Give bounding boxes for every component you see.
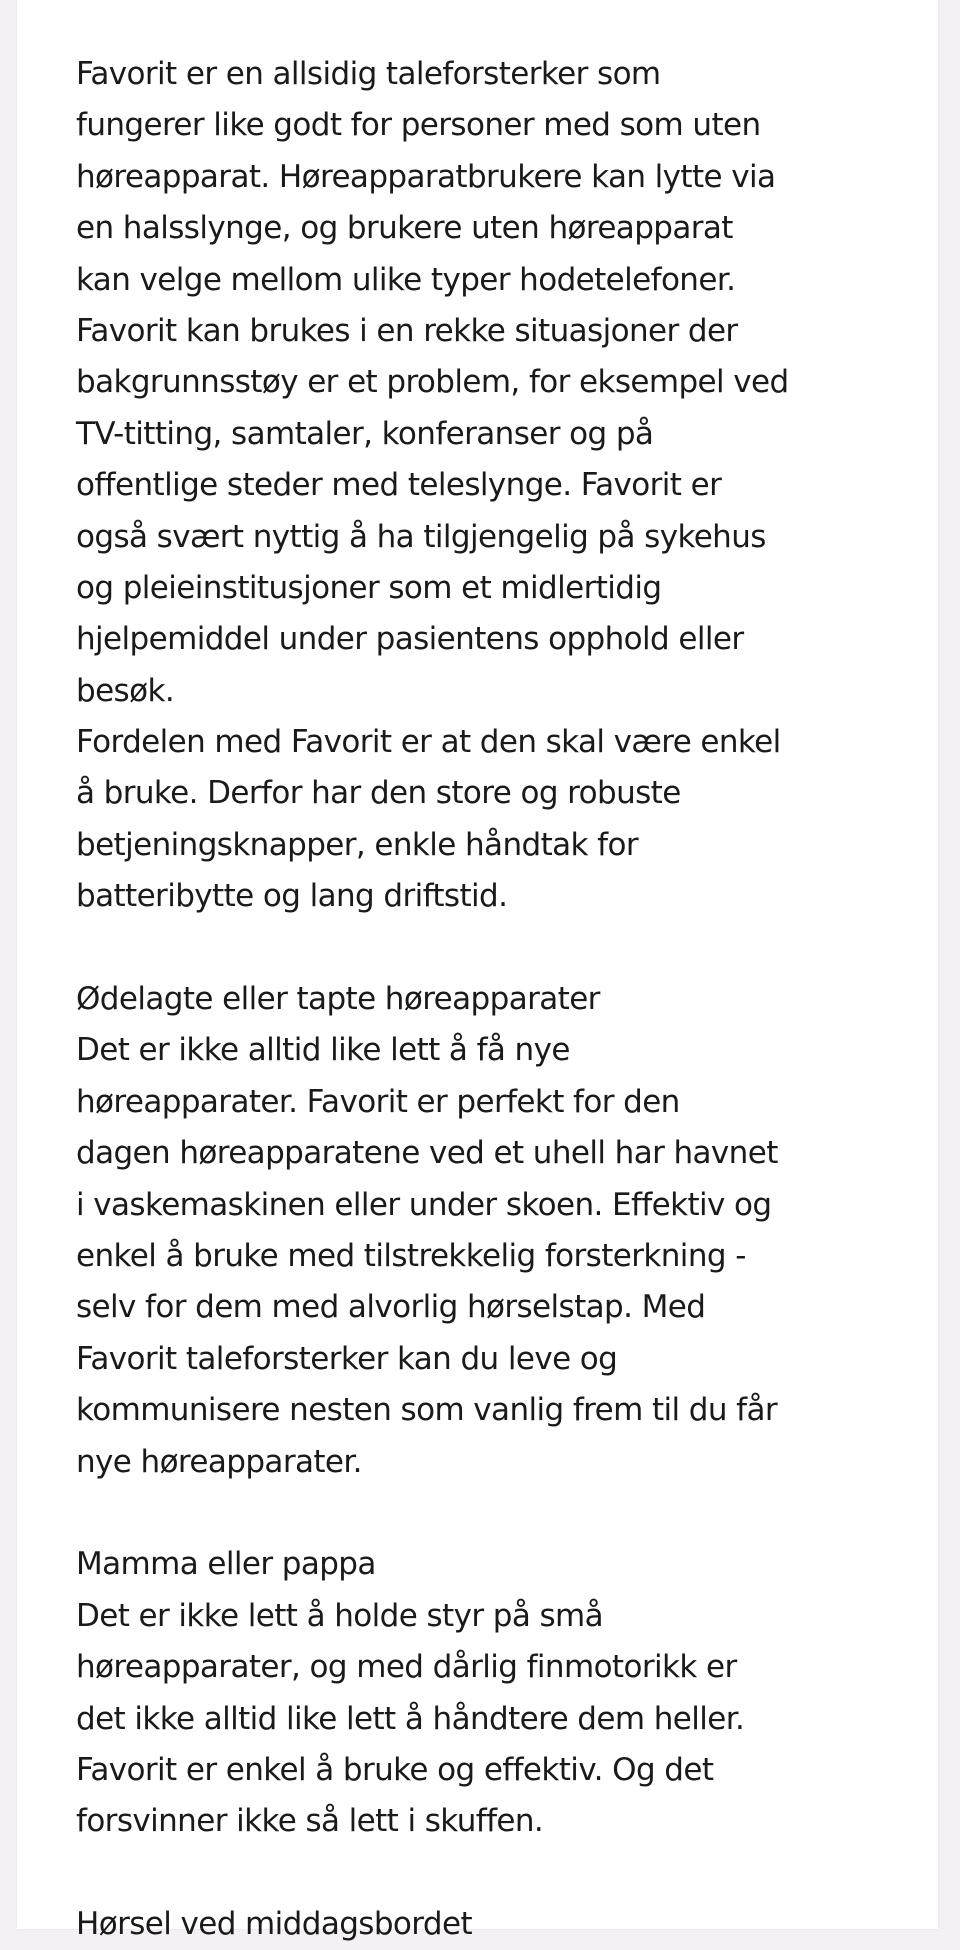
text-line: Favorit er enkel å bruke og effektiv. Og det bbox=[76, 1751, 714, 1788]
text-line: forsvinner ikke så lett i skuffen. bbox=[76, 1803, 544, 1840]
text-line: dagen høreapparatene ved et uhell har havnet bbox=[76, 1135, 778, 1172]
blank-line bbox=[76, 1848, 936, 1899]
text-line: også svært nyttig å ha tilgjengelig på sykehus bbox=[76, 518, 766, 555]
text-line: og pleieinstitusjoner som et midlertidig bbox=[76, 569, 662, 606]
text-line: kan velge mellom ulike typer hodetelefoner. bbox=[76, 261, 736, 298]
text-line: det ikke alltid like lett å håndtere dem heller. bbox=[76, 1700, 745, 1737]
text-line: besøk. bbox=[76, 672, 175, 709]
text-line: offentlige steder med teleslynge. Favorit er bbox=[76, 467, 722, 504]
blank-line bbox=[76, 923, 936, 974]
text-line: Favorit kan brukes i en rekke situasjoner der bbox=[76, 312, 738, 349]
text-line: kommunisere nesten som vanlig frem til du får bbox=[76, 1392, 778, 1429]
text-line: høreapparater. Favorit er perfekt for den bbox=[76, 1083, 680, 1120]
text-line: å bruke. Derfor har den store og robuste bbox=[76, 775, 681, 812]
text-line: betjeningsknapper, enkle håndtak for bbox=[76, 826, 638, 863]
text-line: enkel å bruke med tilstrekkelig forsterkning - bbox=[76, 1237, 746, 1274]
blank-line bbox=[76, 1488, 936, 1539]
text-line: Det er ikke alltid like lett å få nye bbox=[76, 1032, 570, 1069]
text-line: Favorit er en allsidig taleforsterker som bbox=[76, 56, 661, 92]
text-line: fungerer like godt for personer med som uten bbox=[76, 107, 761, 144]
text-line: Det er ikke lett å holde styr på små bbox=[76, 1597, 604, 1634]
text-line: selv for dem med alvorlig hørselstap. Med bbox=[76, 1289, 706, 1326]
text-line: høreapparater, og med dårlig finmotorikk er bbox=[76, 1649, 737, 1686]
text-line: Fordelen med Favorit er at den skal være enkel bbox=[76, 724, 781, 761]
text-line: TV-titting, samtaler, konferanser og på bbox=[76, 415, 654, 452]
text-line: Hørsel ved middagsbordet bbox=[76, 1906, 473, 1943]
text-line: Favorit taleforsterker kan du leve og bbox=[76, 1340, 618, 1377]
text-line: hjelpemiddel under pasientens opphold eller bbox=[76, 621, 744, 658]
text-line: høreapparat. Høreapparatbrukere kan lytte via bbox=[76, 158, 776, 195]
text-line: Mamma eller pappa bbox=[76, 1546, 376, 1583]
text-line: Ødelagte eller tapte høreapparater bbox=[76, 981, 600, 1018]
article-card bbox=[17, 0, 938, 1943]
text-line: en halsslynge, og brukere uten høreapparat bbox=[76, 210, 733, 247]
text-line: i vaskemaskinen eller under skoen. Effektiv og bbox=[76, 1186, 772, 1223]
text-line: batteribytte og lang driftstid. bbox=[76, 878, 508, 915]
text-line: nye høreapparater. bbox=[76, 1443, 362, 1480]
text-line: bakgrunnsstøy er et problem, for eksempel ved bbox=[76, 364, 789, 401]
article-body bbox=[76, 49, 936, 1950]
